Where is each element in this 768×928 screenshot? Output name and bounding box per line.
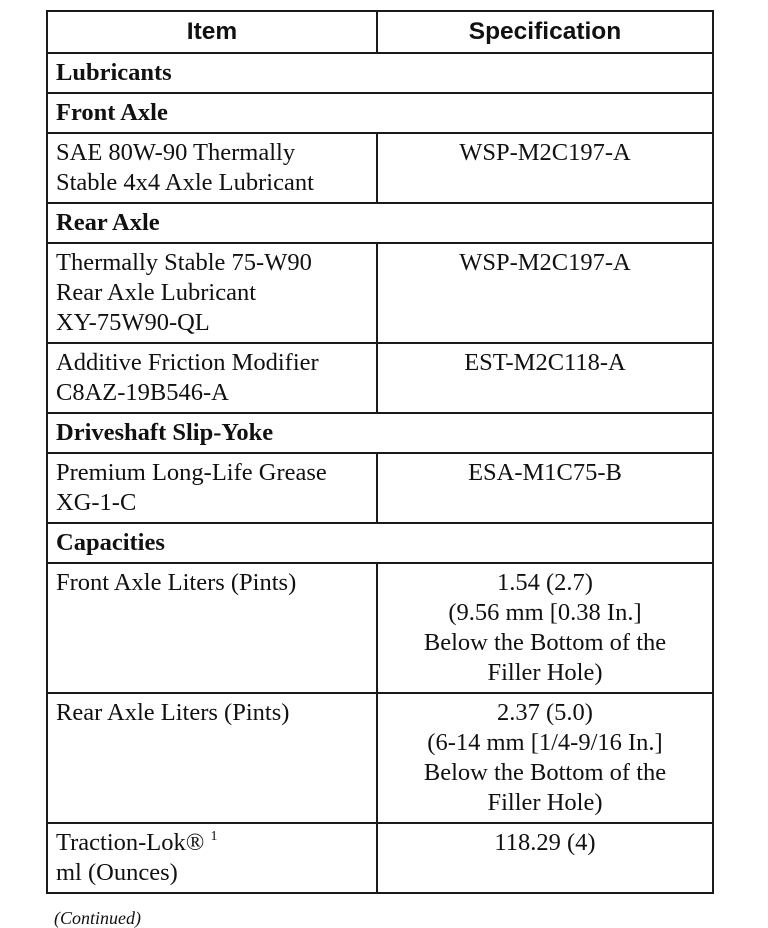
item-line: SAE 80W-90 Thermally xyxy=(56,139,296,166)
spec-line: Filler Hole) xyxy=(487,659,603,686)
item-line: Stable 4x4 Axle Lubricant xyxy=(56,169,314,196)
table-row xyxy=(47,693,713,823)
header-row xyxy=(47,11,713,53)
table-row xyxy=(47,823,713,893)
item-line: XY-75W90-QL xyxy=(56,309,210,336)
section-row xyxy=(47,53,713,93)
continued-note: (Continued) xyxy=(54,908,141,928)
spec-line: 2.37 (5.0) xyxy=(497,699,593,726)
spec-cell xyxy=(377,243,713,343)
table-row xyxy=(47,453,713,523)
spec-line: 118.29 (4) xyxy=(494,829,596,856)
item-cell xyxy=(47,343,377,413)
item-column-header: Item xyxy=(47,11,377,53)
spec-cell xyxy=(377,563,713,693)
section-title: Lubricants xyxy=(47,53,713,93)
item-line: C8AZ-19B546-A xyxy=(56,379,229,406)
section-row xyxy=(47,93,713,133)
table-row xyxy=(47,133,713,203)
table-row xyxy=(47,243,713,343)
item-cell xyxy=(47,133,377,203)
specification-column-header: Specification xyxy=(377,11,713,53)
item-cell xyxy=(47,823,377,893)
footnote-marker: 1 xyxy=(210,829,218,844)
section-title: Front Axle xyxy=(47,93,713,133)
item-cell xyxy=(47,453,377,523)
table-row xyxy=(47,563,713,693)
spec-line: (6-14 mm [1/4-9/16 In.] xyxy=(427,729,663,756)
item-line: Rear Axle Liters (Pints) xyxy=(56,699,290,726)
section-title: Rear Axle xyxy=(47,203,713,243)
item-line: XG-1-C xyxy=(56,489,137,516)
spec-line: EST-M2C118-A xyxy=(464,349,626,376)
section-row xyxy=(47,413,713,453)
item-cell xyxy=(47,243,377,343)
spec-cell xyxy=(377,133,713,203)
item-line: Front Axle Liters (Pints) xyxy=(56,569,297,596)
item-cell xyxy=(47,563,377,693)
item-line: Premium Long-Life Grease xyxy=(56,459,327,486)
spec-cell xyxy=(377,693,713,823)
section-title: Capacities xyxy=(47,523,713,563)
spec-cell xyxy=(377,823,713,893)
item-line: Rear Axle Lubricant xyxy=(56,279,257,306)
item-line: ml (Ounces) xyxy=(56,859,178,886)
spec-line: WSP-M2C197-A xyxy=(459,249,631,276)
table-row xyxy=(47,343,713,413)
item-line: Thermally Stable 75-W90 xyxy=(56,249,312,276)
section-row xyxy=(47,523,713,563)
item-line: Traction-Lok® xyxy=(56,829,205,856)
section-row xyxy=(47,203,713,243)
item-cell xyxy=(47,693,377,823)
section-title: Driveshaft Slip-Yoke xyxy=(47,413,713,453)
spec-cell xyxy=(377,343,713,413)
spec-line: 1.54 (2.7) xyxy=(497,569,593,596)
specification-table xyxy=(46,10,714,894)
spec-line: Filler Hole) xyxy=(487,789,603,816)
item-line: Additive Friction Modifier xyxy=(56,349,319,376)
spec-cell xyxy=(377,453,713,523)
spec-line: WSP-M2C197-A xyxy=(459,139,631,166)
spec-line: Below the Bottom of the xyxy=(423,759,667,786)
spec-line: ESA-M1C75-B xyxy=(468,459,622,486)
spec-line: Below the Bottom of the xyxy=(423,629,667,656)
spec-line: (9.56 mm [0.38 In.] xyxy=(448,599,642,626)
